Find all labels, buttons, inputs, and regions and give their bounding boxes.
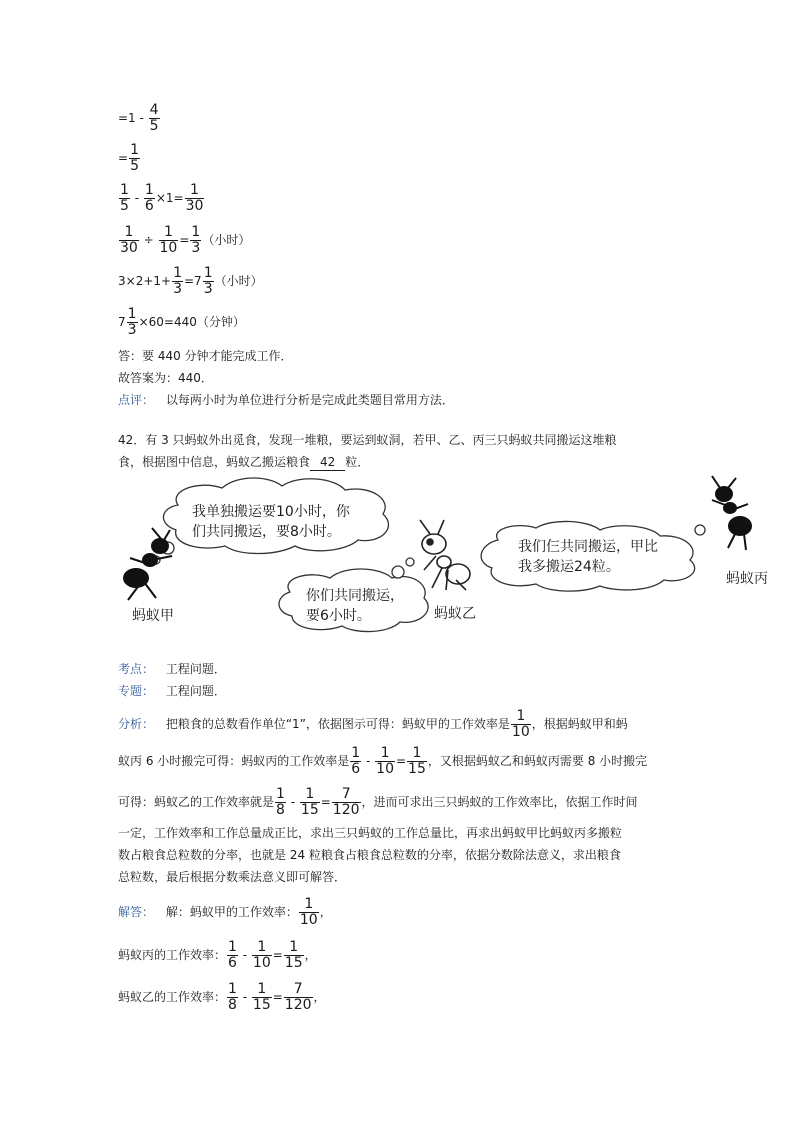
denominator: 10 <box>252 955 271 971</box>
denominator: 15 <box>252 997 271 1013</box>
unit-text: （小时） <box>202 233 251 247</box>
problem-text: 粒． <box>345 455 370 469</box>
final-answer-line: 故答案为：440． <box>118 371 213 385</box>
fraction <box>227 982 238 1013</box>
solution-text: ， <box>313 990 326 1004</box>
bubble-2-text <box>306 586 404 626</box>
fraction <box>284 940 304 971</box>
denominator: 6 <box>351 761 361 777</box>
operator: - <box>238 948 251 962</box>
denominator: 120 <box>284 997 312 1013</box>
denominator: 5 <box>120 198 129 214</box>
bubble-2-line-1: 你们共同搬运， <box>306 588 404 604</box>
solution-text: 解：蚂蚁甲的工作效率： <box>165 905 298 919</box>
operator: - <box>362 754 375 768</box>
solution-text: ， <box>319 905 332 919</box>
analysis-text: 可得：蚂蚁乙的工作效率就是 <box>118 795 275 809</box>
denominator: 5 <box>130 158 139 174</box>
operator: ×1= <box>155 191 184 205</box>
bubble-3-line-2: 我多搬运24粒。 <box>518 559 620 575</box>
analysis-text: 蚁丙 6 小时搬完可得：蚂蚁丙的工作效率是 <box>118 754 350 768</box>
operator: = <box>320 795 331 809</box>
numerator: 1 <box>284 940 304 956</box>
fraction <box>172 266 183 297</box>
ant-a-label: 蚂蚁甲 <box>132 608 174 624</box>
zhuanti-text: 工程问题． <box>165 684 226 698</box>
analysis-line-4: 一定，工作效率和工作总量成正比，求出三只蚂蚁的工作总量比，再求出蚂蚁甲比蚂蚁丙多搬粒 <box>118 826 623 840</box>
numerator: 1 <box>252 940 272 956</box>
answer-line: 答：要 440 分钟才能完成工作． <box>118 349 293 363</box>
fraction <box>300 787 320 818</box>
denominator: 15 <box>408 761 426 777</box>
numerator: 1 <box>375 746 395 762</box>
problem-line-1: 42．有 3 只蚂蚁外出觅食，发现一堆粮，要运到蚁洞，若甲、乙、丙三只蚂蚁共同搬运这堆粮 <box>118 433 617 447</box>
fraction <box>375 746 395 777</box>
fraction <box>159 225 179 256</box>
bubble-3-text <box>518 537 658 577</box>
numerator: 1 <box>159 225 179 241</box>
analysis-text: ，根据蚂蚁甲和蚂 <box>531 717 628 731</box>
solution-text: 蚂蚁丙的工作效率： <box>118 948 227 962</box>
operator: = <box>179 233 190 247</box>
denominator: 10 <box>299 912 318 928</box>
zhuanti-label: 专题： <box>118 684 155 698</box>
fraction <box>332 787 361 818</box>
numerator: 1 <box>120 182 129 198</box>
fraction <box>144 183 155 214</box>
ant-a-figure <box>124 528 172 600</box>
analysis-label: 分析： <box>118 717 155 731</box>
analysis-line-3 <box>118 787 638 818</box>
denominator: 15 <box>300 802 319 818</box>
calc-line-2 <box>118 143 141 174</box>
denominator: 6 <box>228 955 237 971</box>
numerator: 1 <box>407 746 427 762</box>
fraction <box>252 940 272 971</box>
solution-text: 蚂蚁乙的工作效率： <box>118 990 227 1004</box>
numerator: 1 <box>173 265 182 281</box>
comment-line <box>118 392 454 408</box>
operator: = <box>395 754 407 768</box>
denominator: 15 <box>284 955 303 971</box>
fraction <box>299 897 319 928</box>
calc-line-4 <box>118 225 250 256</box>
calc-text: ×60=440（分钟） <box>138 315 245 329</box>
numerator: 1 <box>351 745 361 761</box>
analysis-text: 把粮食的总数看作单位“1”，依据图示可得：蚂蚁甲的工作效率是 <box>165 717 510 731</box>
comment-label: 点评： <box>118 393 155 407</box>
ant-b-label: 蚂蚁乙 <box>434 606 476 622</box>
ant-b-figure <box>420 520 470 590</box>
numerator: 1 <box>127 306 137 322</box>
calc-line-6 <box>118 307 245 338</box>
fraction <box>149 103 160 134</box>
bubble-3-line-1: 我们仨共同搬运，甲比 <box>518 539 658 555</box>
numerator: 1 <box>299 897 319 913</box>
solution-line-2 <box>118 940 317 971</box>
solution-line-1 <box>118 897 332 928</box>
solution-label: 解答： <box>118 905 155 919</box>
analysis-text: ，进而可求出三只蚂蚁的工作效率比，依据工作时间 <box>361 795 638 809</box>
denominator: 5 <box>149 118 159 134</box>
operator: = <box>272 990 283 1004</box>
numerator: 7 <box>332 787 361 803</box>
solution-text: ， <box>304 948 317 962</box>
calc-text: 7 <box>118 315 126 329</box>
fraction <box>275 787 286 818</box>
fraction <box>185 183 205 214</box>
calc-line-1 <box>118 103 161 134</box>
fraction <box>284 982 313 1013</box>
bubble-1-line-2: 们共同搬运，要8小时。 <box>192 524 341 540</box>
kaodian-line <box>118 661 226 677</box>
numerator: 7 <box>284 982 313 998</box>
denominator: 120 <box>332 802 360 818</box>
comment-text: 以每两小时为单位进行分析是完成此类题目常用方法． <box>165 393 454 407</box>
denominator: 8 <box>228 997 237 1013</box>
fraction <box>127 307 138 338</box>
numerator: 1 <box>228 939 237 955</box>
fraction <box>119 225 139 256</box>
numerator: 1 <box>511 709 531 725</box>
numerator: 1 <box>144 182 154 198</box>
ant-c-label: 蚂蚁丙 <box>726 571 768 587</box>
operator: =7 <box>184 274 202 288</box>
operator: ÷ <box>139 233 158 247</box>
numerator: 1 <box>300 787 320 803</box>
operator: - <box>130 191 143 205</box>
denominator: 10 <box>159 240 178 256</box>
fraction <box>203 266 214 297</box>
bubble-1-line-1: 我单独搬运要10小时，你 <box>192 504 350 520</box>
numerator: 1 <box>252 982 272 998</box>
kaodian-text: 工程问题． <box>165 662 226 676</box>
calc-line-5 <box>118 266 263 297</box>
denominator: 30 <box>185 198 204 214</box>
denominator: 3 <box>203 281 213 297</box>
zhuanti-line <box>118 683 226 699</box>
denominator: 3 <box>191 240 201 256</box>
calc-text: =1 - <box>118 111 148 125</box>
analysis-line-5: 数占粮食总粒数的分率，也就是 24 粒粮食占粮食总粒数的分率，依据分数除法意义，求出粮食 <box>118 848 621 862</box>
unit-text: （小时） <box>214 274 263 288</box>
numerator: 1 <box>191 224 201 240</box>
numerator: 1 <box>130 142 139 158</box>
denominator: 10 <box>376 761 394 777</box>
operator: - <box>238 990 251 1004</box>
operator: = <box>272 948 283 962</box>
fraction <box>227 940 238 971</box>
analysis-line-6: 总粒数，最后根据分数乘法意义即可解答． <box>118 870 347 884</box>
analysis-text: ，又根据蚂蚁乙和蚂蚁丙需要 8 小时搬完 <box>427 754 648 768</box>
bubble-1-text <box>192 502 350 542</box>
calc-text: = <box>118 151 129 165</box>
calc-text: 3×2+1+ <box>118 274 172 288</box>
kaodian-label: 考点： <box>118 662 155 676</box>
denominator: 3 <box>127 322 137 338</box>
denominator: 8 <box>276 802 285 818</box>
fraction <box>119 183 130 214</box>
numerator: 1 <box>203 265 213 281</box>
fraction <box>129 143 140 174</box>
calc-line-3 <box>118 183 205 214</box>
numerator: 1 <box>228 981 237 997</box>
denominator: 6 <box>144 198 154 214</box>
denominator: 10 <box>511 724 530 740</box>
fraction <box>407 746 427 777</box>
numerator: 1 <box>276 786 285 802</box>
numerator: 1 <box>119 225 139 241</box>
bubble-2-line-2: 要6小时。 <box>306 608 371 624</box>
denominator: 3 <box>173 281 182 297</box>
analysis-line-2 <box>118 746 647 777</box>
fraction <box>350 746 361 777</box>
fraction <box>252 982 272 1013</box>
operator: - <box>286 795 299 809</box>
denominator: 30 <box>120 240 138 256</box>
numerator: 1 <box>185 183 205 199</box>
ant-c-figure <box>712 476 751 550</box>
fraction <box>190 225 201 256</box>
analysis-line-1 <box>118 709 628 740</box>
problem-text: 食，根据图中信息，蚂蚁乙搬运粮食 <box>118 455 311 469</box>
answer-blank: 42 <box>310 454 345 471</box>
numerator: 4 <box>149 102 159 118</box>
fraction <box>511 709 531 740</box>
solution-line-3 <box>118 982 326 1013</box>
